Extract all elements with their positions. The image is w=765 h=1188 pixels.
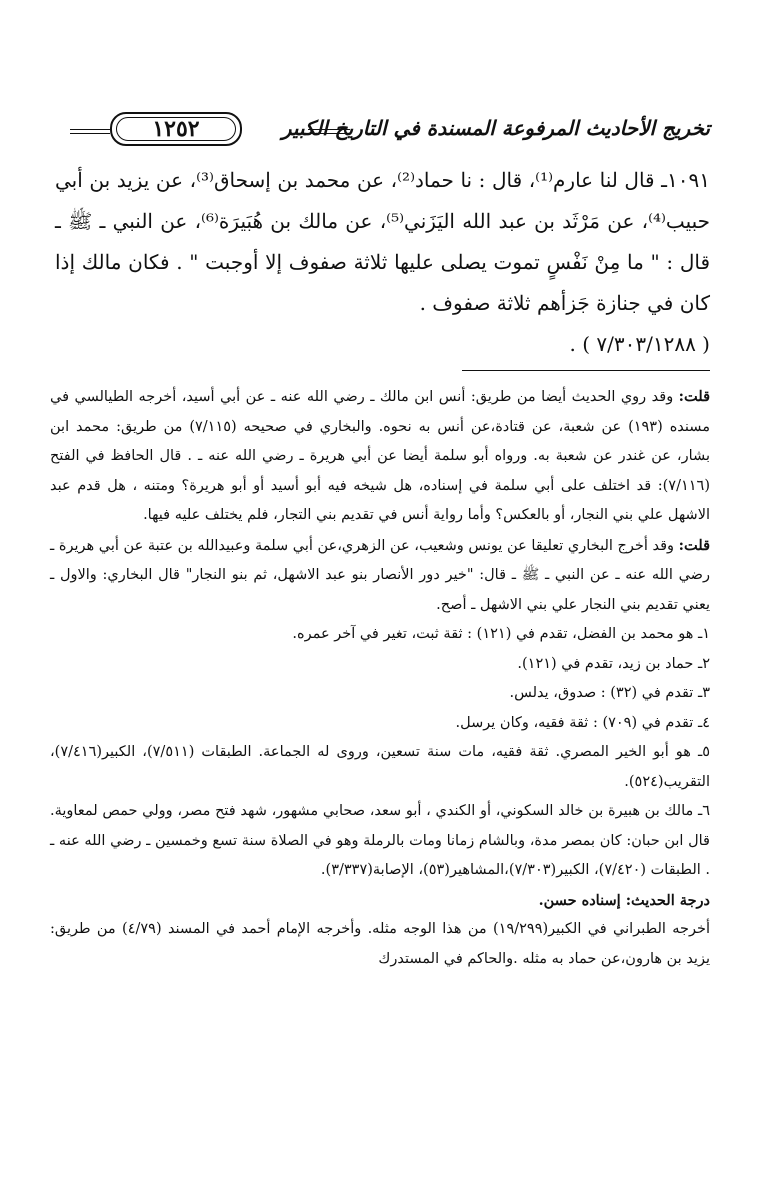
header-title: تخريج الأحاديث المرفوعة المسندة في التاريخ الكبير xyxy=(281,116,710,140)
note-1-text: وقد روي الحديث أيضا من طريق: أنس ابن مالك ـ رضي الله عنه ـ عن أبي أسيد، أخرجه الطيالسي في مسنده (١٩٣) عن شعبة، عن قتادة،عن أنس به نحوه. والبخاري في صحيحه (٧/١١٥) من طريق: محمد ابن بشار، عن غندر عن شعبة به. ورواه أبو سلمة أيضا عن أبي هريرة ـ رضي الله عنه ـ . قال الحافظ في الفتح (٧/١١٦): قد اختلف على أبي سلمة في إسناده، هل شيخه فيه أبو أسيد أو أبو هريرة؟ ومتنه ، هل قدم عبد الاشهل علي بني النجار، أو بالعكس؟ وأما رواية أنس في تقديم بني التجار، فلم يختلف عليه فيها. xyxy=(50,389,710,523)
footnote-4: ٤ـ تقدم في (٧٠٩) : ثقة فقيه، وكان يرسل. xyxy=(455,714,710,731)
page-number: ١٢٥٢ xyxy=(152,116,200,142)
hadith-text-block xyxy=(55,160,710,365)
page-header xyxy=(70,110,710,150)
footnote-separator xyxy=(462,370,710,371)
hadith-text: ١٠٩١ـ قال لنا عارم⁽¹⁾، قال : نا حماد⁽²⁾، عن محمد بن إسحاق⁽³⁾، عن يزيد بن أبي حبيب⁽⁴⁾، عن مَرْثَد بن عبد الله اليَزَني⁽⁵⁾، عن مالك بن هُبَيرَة⁽⁶⁾، عن النبي ـ ﷺ ـ قال : " ما مِنْ نَفْسٍ تموت يصلى عليها ثلاثة صفوف إلا أوجبت " . فكان مالك إذا كان في جنازة جَزأهم ثلاثة صفوف . xyxy=(55,168,710,315)
footnote-6: ٦ـ مالك بن هبيرة بن خالد السكوني، أو الكندي ، أبو سعد، صحابي مشهور، شهد فتح مصر، وولي حمص لمعاوية. قال ابن حبان: كان بمصر مدة، وبالشام زمانا ومات بالرملة وهو في الصلاة سنة تسع وخمسين ـ رضي الله عنه ـ . الطبقات (٧/٤٢٠)، الكبير(٧/٣٠٣)،المشاهير(٥٣)، الإصابة(٣/٣٣٧). xyxy=(50,803,710,878)
footnote-1: ١ـ هو محمد بن الفضل، تقدم في (١٢١) : ثقة ثبت، تغير في آخر عمره. xyxy=(292,626,710,642)
hadith-grade-title: درجة الحديث: إسناده حسن. xyxy=(538,891,710,909)
note-1-label: قلت: xyxy=(678,388,710,405)
note-2-text: وقد أخرج البخاري تعليقا عن يونس وشعيب، عن الزهري،عن أبي سلمة وعبيدالله بن عتبة عن أبي هريرة ـ رضي الله عنه ـ عن النبي ـ ﷺ ـ قال: "خير دور الأنصار بنو عبد الاشهل، ثم بنو النجار" قال البخاري: والاول ـ يعني تقديم بني النجار علي بني الاشهل ـ أصح. xyxy=(50,537,710,613)
footnote-5: ٥ـ هو أبو الخير المصري. ثقة فقيه، مات سنة تسعين، وروى له الجماعة. الطبقات (٧/٥١١)، الكبير(٧/٤١٦)، التقريب(٥٢٤). xyxy=(50,744,710,790)
header-rule-right xyxy=(308,129,350,134)
note-2 xyxy=(50,531,710,621)
note-1 xyxy=(50,382,710,531)
hadith-reference: ( ٧/٣٠٣/١٢٨٨ ) . xyxy=(569,332,710,356)
footnote-3: ٣ـ تقدم في (٣٢) : صدوق، يدلس. xyxy=(509,685,710,701)
footnote-2: ٢ـ حماد بن زيد، تقدم في (١٢١). xyxy=(517,655,710,672)
header-rule-left xyxy=(70,129,110,134)
hadith-grade-text: أخرجه الطبراني في الكبير(١٩/٢٩٩) من هذا الوجه مثله. وأخرجه الإمام أحمد في المسند (٤/٧٩) من طريق: يزيد بن هارون،عن حماد به مثله .والحاكم في المستدرك xyxy=(50,921,710,967)
footnotes-block xyxy=(50,382,710,974)
note-2-label: قلت: xyxy=(678,536,710,554)
page-number-frame xyxy=(116,117,236,141)
page-number-badge xyxy=(110,112,242,146)
